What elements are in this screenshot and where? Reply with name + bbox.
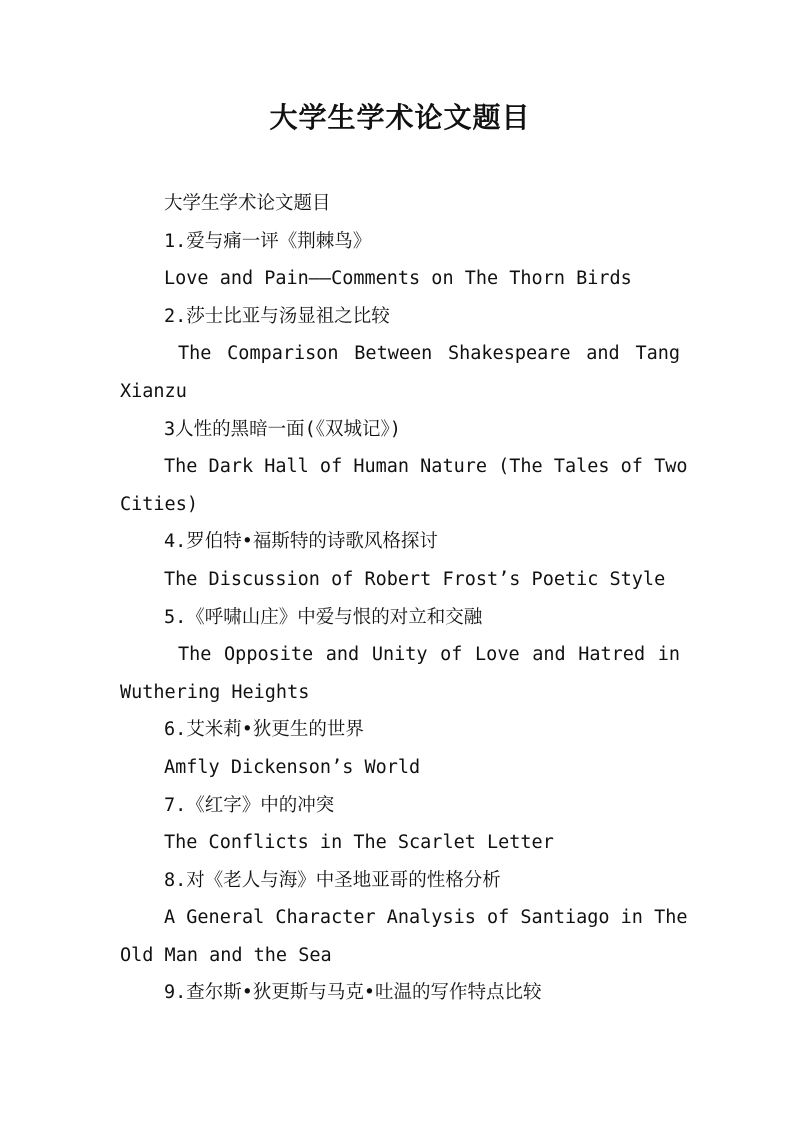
topic-4-english: The Discussion of Robert Frost’s Poetic Style — [164, 568, 666, 590]
topic-3-english: The Dark Hall of Human Nature (The Tales of Two — [164, 456, 688, 478]
topic-9-chinese: 9.查尔斯•狄更斯与马克•吐温的写作特点比较 — [164, 982, 542, 1004]
topic-1-english: Love and Pain——Comments on The Thorn Birds — [164, 268, 632, 290]
topic-2-english: The Comparison Between Shakespeare and Tang — [178, 343, 680, 365]
topic-7-chinese: 7.《红字》中的冲突 — [164, 794, 335, 816]
topic-5-english-cont: Wuthering Heights — [120, 681, 310, 703]
topic-7-english: The Conflicts in The Scarlet Letter — [164, 832, 554, 854]
topic-8-english-cont: Old Man and the Sea — [120, 944, 332, 966]
topic-8-chinese: 8.对《老人与海》中圣地亚哥的性格分析 — [164, 869, 501, 891]
topic-4-chinese: 4.罗伯特•福斯特的诗歌风格探讨 — [164, 531, 438, 553]
topic-8-english: A General Character Analysis of Santiago in The — [164, 907, 688, 929]
topic-5-chinese: 5.《呼啸山庄》中爱与恨的对立和交融 — [164, 606, 483, 628]
topic-1-chinese: 1.爱与痛一评《荆棘鸟》 — [164, 230, 372, 252]
document-title: 大学生学术论文题目 — [269, 101, 531, 134]
topic-6-english: Amfly Dickenson’s World — [164, 756, 421, 778]
topic-6-chinese: 6.艾米莉•狄更生的世界 — [164, 719, 364, 741]
topic-2-english-cont: Xianzu — [120, 380, 187, 402]
topic-2-chinese: 2.莎士比亚与汤显祖之比较 — [164, 305, 390, 327]
paragraph-heading: 大学生学术论文题目 — [164, 193, 331, 214]
topic-3-english-cont: Cities) — [120, 493, 198, 515]
document-body — [120, 185, 688, 1012]
topic-3-chinese: 3人性的黑暗一面(《双城记》) — [164, 418, 401, 440]
topic-5-english: The Opposite and Unity of Love and Hatred in — [178, 644, 680, 666]
